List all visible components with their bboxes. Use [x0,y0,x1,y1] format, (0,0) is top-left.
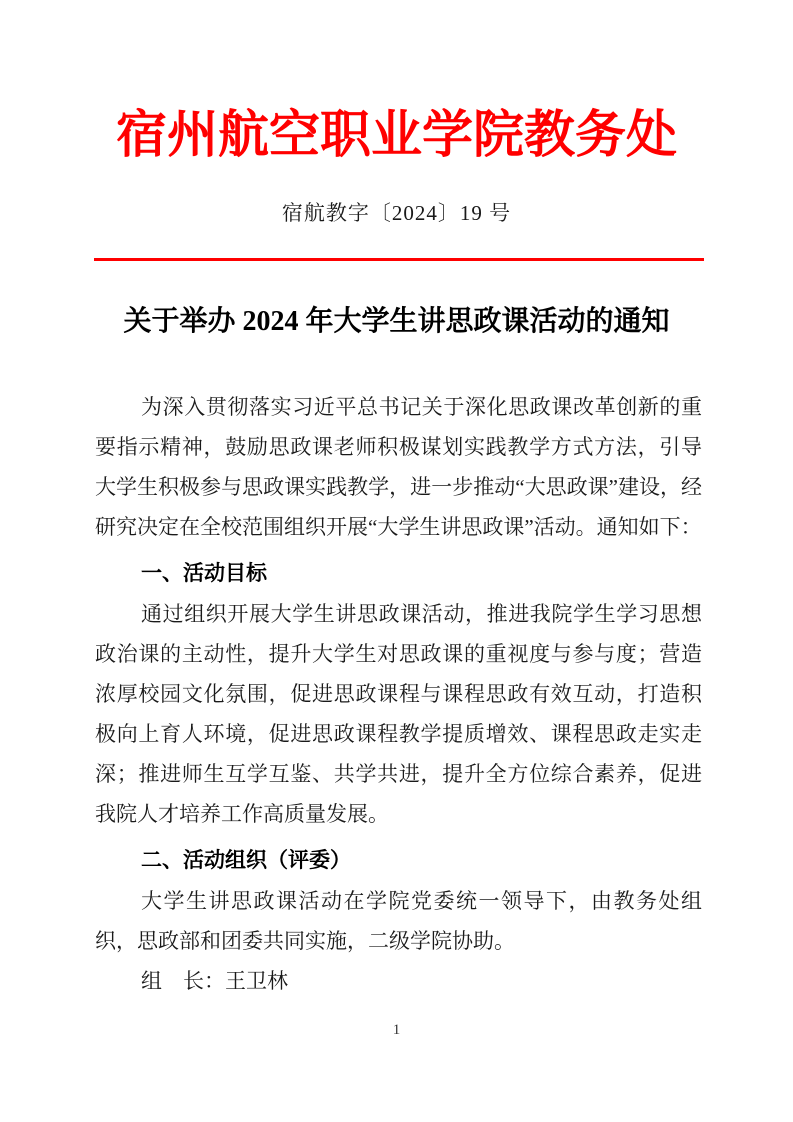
red-divider-line [94,258,704,261]
section-heading: 一、活动目标 [141,562,267,585]
document-body [95,387,702,1001]
org-letterhead-title: 宿州航空职业学院教务处 [115,108,677,164]
body-paragraph: 大学生讲思政课活动在学院党委统一领导下，由教务处组织，思政部和团委共同实施，二级学院协助。 [95,889,702,953]
document-number: 宿航教字〔2024〕19 号 [281,201,512,225]
body-paragraph: 为深入贯彻落实习近平总书记关于深化思政课改革创新的重要指示精神，鼓励思政课老师积极谋划实践教学方式方法，引导大学生积极参与思政课实践教学，进一步推动“大思政课”建设，经研究决定在全校范围组织开展“大学生讲思政课”活动。通知如下： [95,395,702,539]
body-paragraph: 组 长：王卫林 [141,969,288,993]
body-paragraph: 通过组织开展大学生讲思政课活动，推进我院学生学习思想政治课的主动性，提升大学生对思政课的重视度与参与度；营造浓厚校园文化氛围，促进思政课程与课程思政有效互动，打造积极向上育人环境，促进思政课程教学提质增效、课程思政走实走深；推进师生互学互鉴、共学共进，提升全方位综合素养，促进我院人才培养工作高质量发展。 [95,602,702,826]
notice-title: 关于举办 2024 年大学生讲思政课活动的通知 [123,306,670,337]
section-heading: 二、活动组织（评委） [141,849,351,872]
page-number: 1 [392,1022,401,1038]
